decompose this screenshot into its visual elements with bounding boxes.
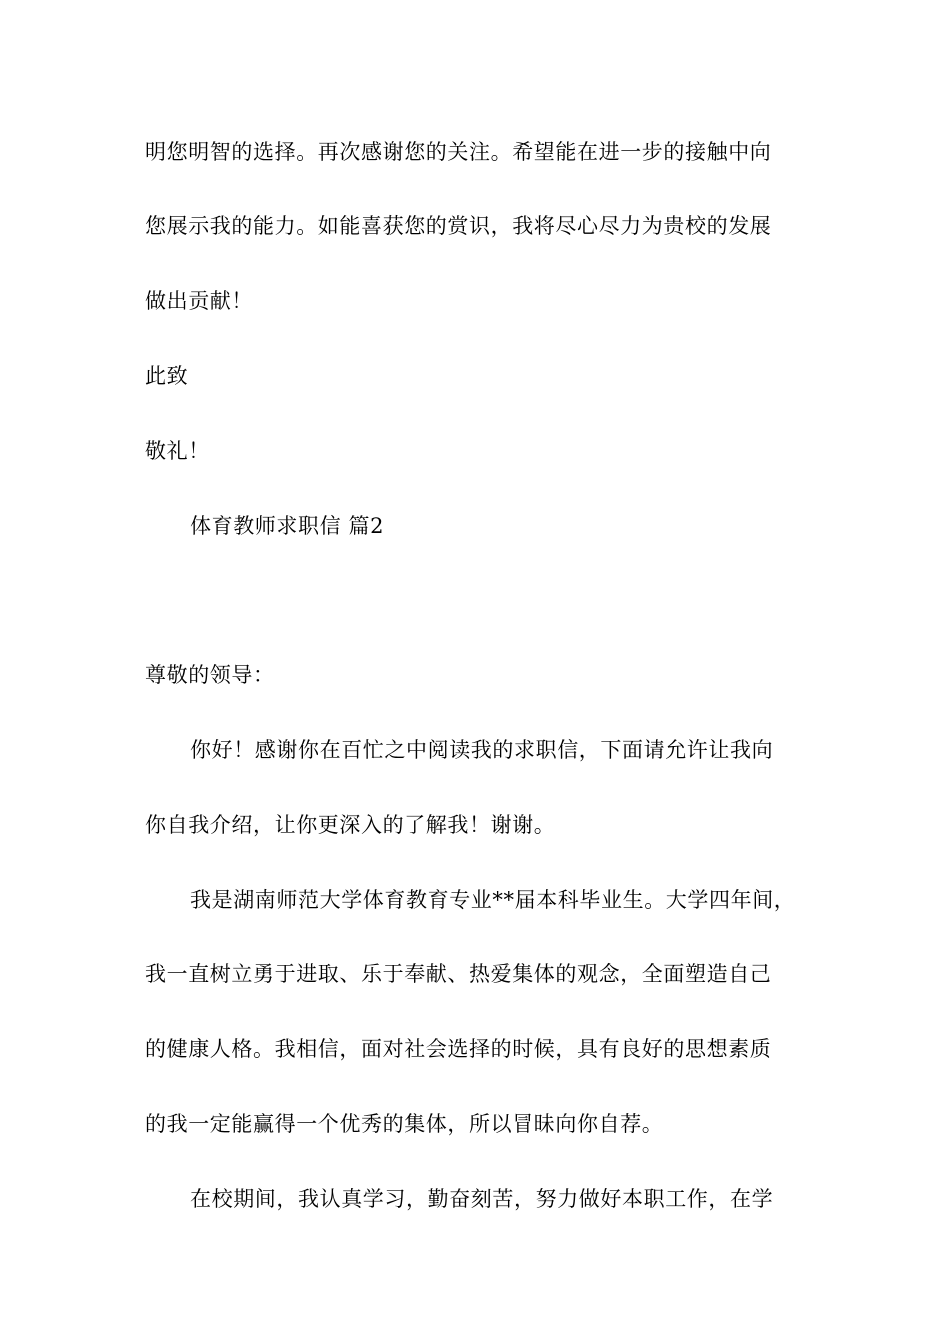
paragraph-line: 我是湖南师范大学体育教育专业**届本科毕业生。大学四年间， (190, 888, 796, 912)
closing-salutation: 此致 (145, 364, 189, 388)
paragraph-line: 的我一定能赢得一个优秀的集体，所以冒昧向你自荐。 (145, 1112, 664, 1136)
paragraph-line: 你自我介绍，让你更深入的了解我！谢谢。 (145, 813, 556, 837)
paragraph-line: 你好！感谢你在百忙之中阅读我的求职信，下面请允许让我向 (190, 738, 774, 762)
closing-regards: 敬礼！ (145, 439, 210, 463)
section-heading: 体育教师求职信 篇2 (190, 514, 385, 538)
paragraph-line: 您展示我的能力。如能喜获您的赏识，我将尽心尽力为贵校的发展 (145, 214, 772, 238)
paragraph-line: 做出贡献！ (145, 289, 253, 313)
paragraph-line: 在校期间，我认真学习，勤奋刻苦，努力做好本职工作，在学 (190, 1187, 774, 1211)
greeting: 尊敬的领导： (145, 663, 275, 687)
paragraph-line: 我一直树立勇于进取、乐于奉献、热爱集体的观念，全面塑造自己 (145, 962, 772, 986)
paragraph-line: 的健康人格。我相信，面对社会选择的时候，具有良好的思想素质 (145, 1037, 772, 1061)
paragraph-line: 明您明智的选择。再次感谢您的关注。希望能在进一步的接触中向 (145, 140, 772, 164)
